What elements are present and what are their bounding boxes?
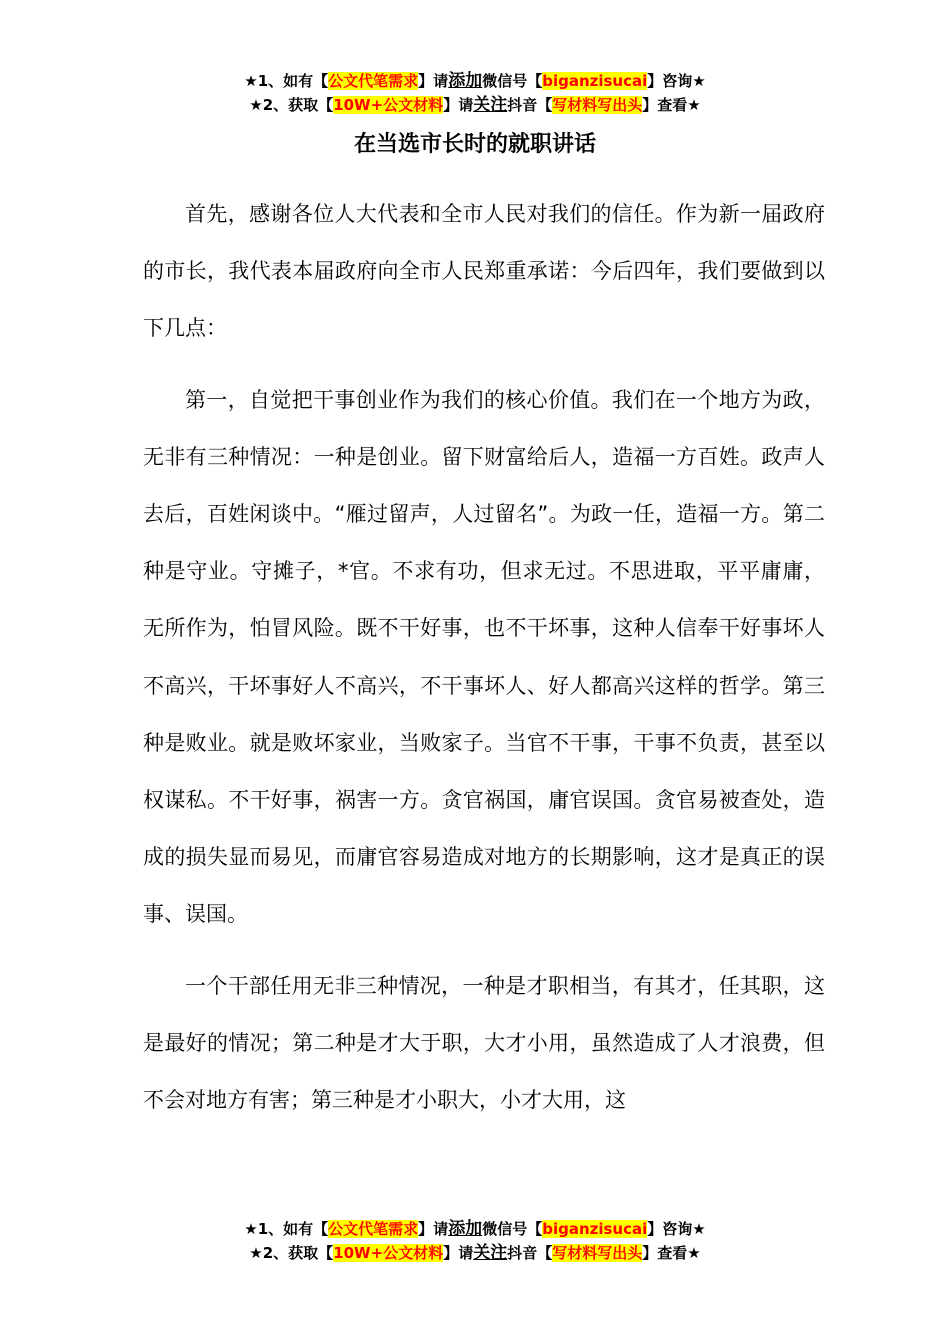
- banner-highlight-materials: 10W+公文材料: [333, 96, 444, 114]
- footer-banner: [0, 1217, 950, 1265]
- banner-highlight-wechat: biganzisucai: [542, 1220, 648, 1238]
- banner-highlight-wechat: biganzisucai: [542, 72, 648, 90]
- document-title: 在当选市长时的就职讲话: [353, 132, 596, 157]
- banner-highlight-douyin: 写材料写出头: [552, 1244, 643, 1262]
- header-banner: [0, 69, 950, 117]
- document-body: [143, 186, 825, 1143]
- paragraph: 第一，自觉把干事创业作为我们的核心价值。我们在一个地方为政，无非有三种情况：一种是创业。留下财富给后人，造福一方百姓。政声人去后，百姓闲谈中。“雁过留声，人过留名”。为政一任，造福一方。第二种是守业。守摊子，*官。不求有功，但求无过。不思进取，平平庸庸，无所作为，怕冒风险。既不干好事，也不干坏事，这种人信奉干好事坏人不高兴，干坏事好人不高兴，不干事坏人、好人都高兴这样的哲学。第三种是败业。就是败坏家业，当败家子。当官不干事，干事不负责，甚至以权谋私。不干好事，祸害一方。贪官祸国，庸官误国。贪官易被查处，造成的损失显而易见，而庸官容易造成对地方的长期影响，这才是真正的误事、误国。: [143, 387, 825, 927]
- banner-line-2: ★2、获取【10W+公文材料】请关注抖音【写材料写出头】查看★: [249, 1243, 701, 1263]
- banner-line-1: ★1、如有【公文代笔需求】请添加微信号【biganzisucai】咨询★: [244, 71, 706, 91]
- banner-highlight-douyin: 写材料写出头: [552, 96, 643, 114]
- banner-highlight-service: 公文代笔需求: [328, 72, 419, 90]
- banner-highlight-service: 公文代笔需求: [328, 1220, 419, 1238]
- banner-line-2: ★2、获取【10W+公文材料】请关注抖音【写材料写出头】查看★: [249, 95, 701, 115]
- banner-highlight-materials: 10W+公文材料: [333, 1244, 444, 1262]
- banner-line-1: ★1、如有【公文代笔需求】请添加微信号【biganzisucai】咨询★: [244, 1219, 706, 1239]
- paragraph: 一个干部任用无非三种情况，一种是才职相当，有其才，任其职，这是最好的情况；第二种是才大于职，大才小用，虽然造成了人才浪费，但不会对地方有害；第三种是才小职大，小才大用，这: [143, 973, 825, 1113]
- paragraph: 首先，感谢各位人大代表和全市人民对我们的信任。作为新一届政府的市长，我代表本届政府向全市人民郑重承诺：今后四年，我们要做到以下几点：: [143, 202, 825, 341]
